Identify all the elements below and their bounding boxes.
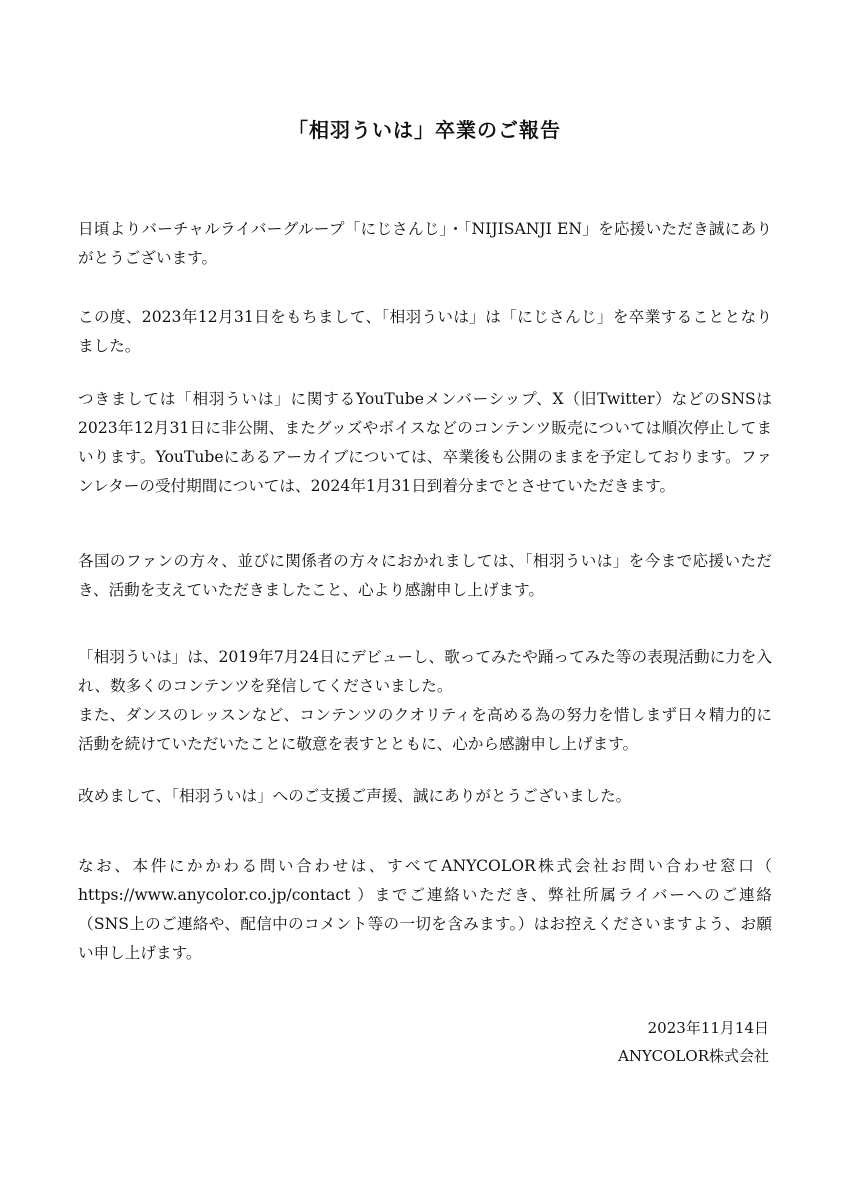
paragraph-text: また、ダンスのレッスンなど、コンテンツのクオリティを高める為の努力を惜しまず日々精力的に活動を続けていただいたことに敬意を表すとともに、心から感謝申し上げます。 — [78, 706, 772, 753]
paragraph-sns-and-content — [78, 385, 772, 501]
paragraph-text: 日頃よりバーチャルライバーグループ「にじさんじ」・「NIJISANJI EN」を応援いただき誠にありがとうございます。 — [78, 220, 772, 267]
paragraph-text: 各国のファンの方々、並びに関係者の方々におかれましては、「相羽ういは」を今まで応援いただき、活動を支えていただきましたこと、心より感謝申し上げます。 — [78, 552, 772, 599]
paragraph-text: つきましては「相羽ういは」に関するYouTubeメンバーシップ、X（旧Twitter）などのSNSは2023年12月31日に非公開、またグッズやボイスなどのコンテンツ販売については順次停止してまいります。YouTubeにあるアーカイブについては、卒業後も公開のままを予定しております。ファンレターの受付期間については、2024年1月31日到着分までとさせていただきます。 — [78, 390, 772, 495]
paragraph-text: 「相羽ういは」は、2019年7月24日にデビューし、歌ってみたや踊ってみた等の表現活動に力を入れ、数多くのコンテンツを発信してくださいました。 — [78, 648, 772, 695]
paragraph-activity-history — [78, 643, 772, 759]
paragraph-text: この度、2023年12月31日をもちまして、「相羽ういは」は「にじさんじ」を卒業することとなりました。 — [78, 308, 772, 355]
paragraph-text: 改めまして、「相羽ういは」へのご支援ご声援、誠にありがとうございました。 — [78, 787, 632, 805]
company-name: ANYCOLOR株式会社 — [618, 1047, 769, 1065]
paragraph-greeting — [78, 215, 772, 273]
paragraph-closing-thanks — [78, 782, 772, 811]
paragraph-contact-notice — [78, 852, 772, 968]
page-title: 「相羽ういは」卒業のご報告 — [288, 118, 561, 142]
signature-block — [618, 1014, 769, 1070]
paragraph-text: なお、本件にかかわる問い合わせは、すべてANYCOLOR株式会社お問い合わせ窓口（ https://www.anycolor.co.jp/contact ）までご連絡いただき、弊社所属ライバーへのご連絡（SNS上のご連絡や、配信中のコメント等の一切を含みます。）はお控えくださいますよう、お願い申し上げます。 — [78, 857, 772, 962]
issue-date: 2023年11月14日 — [647, 1019, 769, 1037]
paragraph-graduation-announcement — [78, 303, 772, 361]
paragraph-thanks-fans — [78, 547, 772, 605]
